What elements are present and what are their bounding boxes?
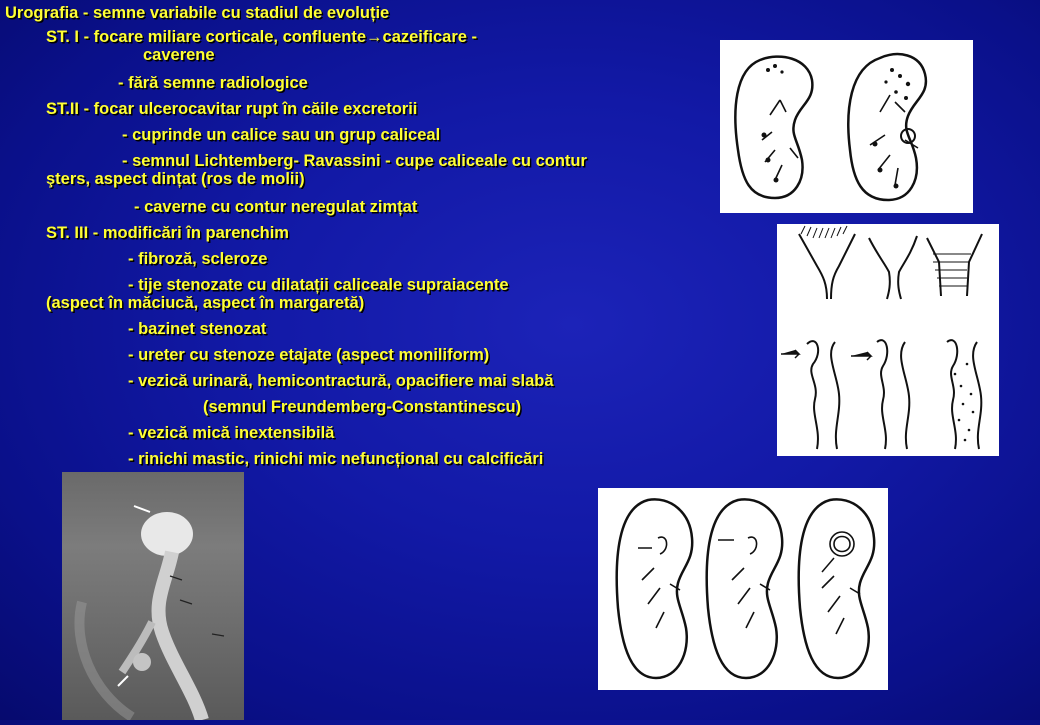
text-line: ST.II - focar ulcerocavitar rupt în căile excretorii xyxy=(46,100,418,118)
text-line: şters, aspect dințat (ros de molii) xyxy=(46,170,305,188)
text-line: (semnul Freundemberg-Constantinescu) xyxy=(203,398,522,416)
slide-title: Urografia - semne variabile cu stadiul de evoluție xyxy=(5,4,390,22)
calyx-diagram-stage2 xyxy=(777,224,999,456)
text-line: - bazinet stenozat xyxy=(128,320,267,338)
text-line: - rinichi mastic, rinichi mic nefuncțional cu calcificări xyxy=(128,450,544,468)
text-line: - vezică mică inextensibilă xyxy=(128,424,335,442)
text-line: ST. III - modificări în parenchim xyxy=(46,224,289,242)
text-line: - caverne cu contur neregulat zimțat xyxy=(134,198,418,216)
text-line: - ureter cu stenoze etajate (aspect moniliform) xyxy=(128,346,490,364)
text-line: (aspect în măciucă, aspect în margaretă) xyxy=(46,294,365,312)
text-line: ST. I - focare miliare corticale, confluente→cazeificare - xyxy=(46,28,477,46)
kidney-diagram-stage1 xyxy=(720,40,973,213)
text-line: - vezică urinară, hemicontractură, opacifiere mai slabă xyxy=(128,372,554,390)
text-line: - semnul Lichtemberg- Ravassini - cupe caliceale cu contur xyxy=(122,152,587,170)
urography-xray-image xyxy=(62,472,244,720)
text-line: - fibroză, scleroze xyxy=(128,250,268,268)
text-line: caverene xyxy=(143,46,215,64)
text-line: - fără semne radiologice xyxy=(118,74,308,92)
text-line: - cuprinde un calice sau un grup caliceal xyxy=(122,126,441,144)
text-line: - tije stenozate cu dilatații caliceale supraiacente xyxy=(128,276,509,294)
kidney-diagram-stage3 xyxy=(598,488,888,690)
